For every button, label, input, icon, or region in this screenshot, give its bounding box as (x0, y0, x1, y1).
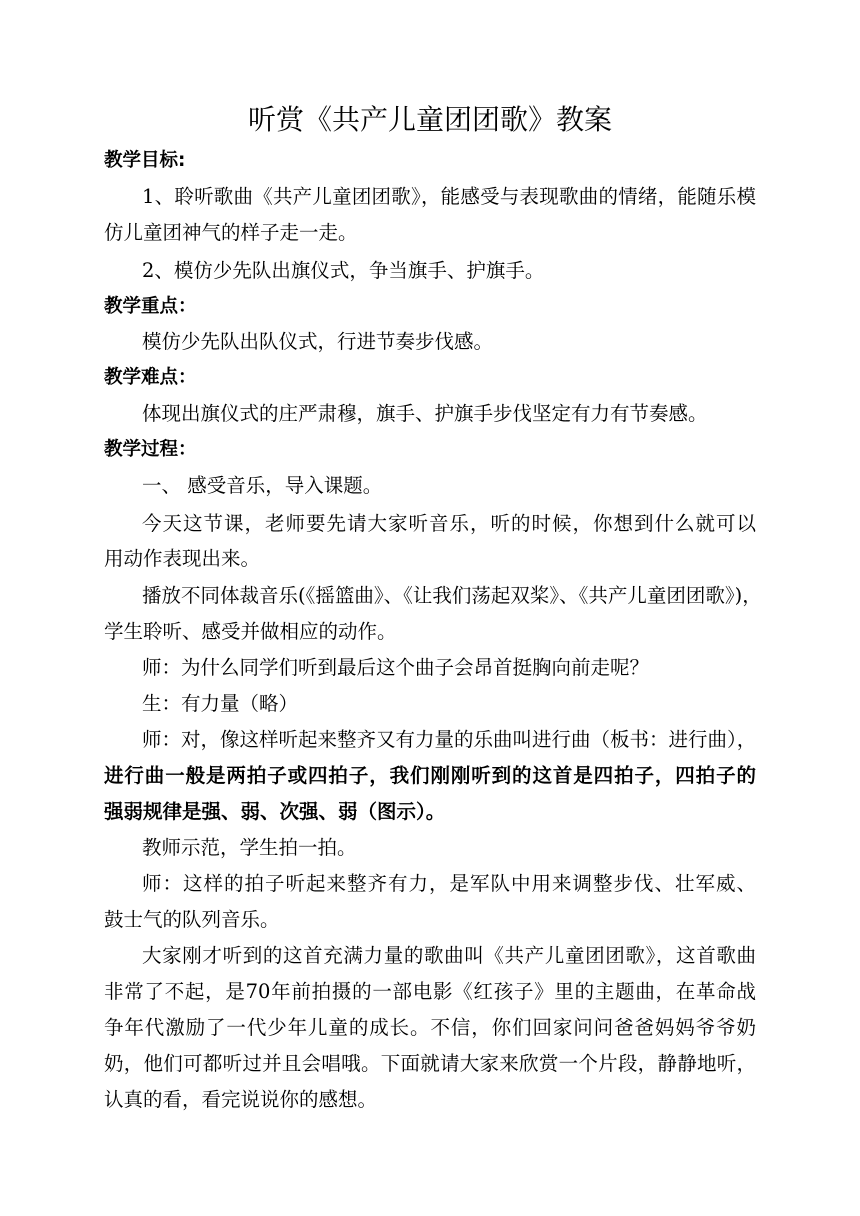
paragraph-line-bold: 进行曲一般是两拍子或四拍子，我们刚刚听到的这首是四拍子，四拍子的 (104, 764, 756, 787)
paragraph-line: 模仿少先队出队仪式，行进节奏步伐感。 (142, 330, 494, 353)
heading-difficulties: 教学难点： (104, 367, 197, 388)
paragraph-line: 师：对，像这样听起来整齐又有力量的乐曲叫进行曲（板书：进行曲）， (142, 728, 757, 751)
paragraph-line: 教师示范，学生拍一拍。 (142, 836, 357, 859)
paragraph-line: 1、聆听歌曲《共产儿童团团歌》，能感受与表现歌曲的情绪，能随乐模 (142, 185, 756, 208)
paragraph-line: 师：这样的拍子听起来整齐有力，是军队中用来调整步伐、壮军威、 (142, 872, 756, 895)
paragraph-line: 大家刚才听到的这首充满力量的歌曲叫《共产儿童团团歌》，这首歌曲 (142, 944, 756, 967)
paragraph-line: 生：有力量（略） (142, 692, 299, 715)
paragraph-line: 鼓士气的队列音乐。 (104, 908, 280, 931)
paragraph-line: 师：为什么同学们听到最后这个曲子会昂首挺胸向前走呢？ (142, 656, 650, 679)
paragraph-line: 2、模仿少先队出旗仪式，争当旗手、护旗手。 (142, 259, 545, 282)
paragraph-line: 体现出旗仪式的庄严肃穆，旗手、护旗手步伐坚定有力有节奏感。 (142, 402, 708, 425)
paragraph-line: 争年代激励了一代少年儿童的成长。不信，你们回家问问爸爸妈妈爷爷奶 (104, 1016, 756, 1039)
paragraph-line: 播放不同体裁音乐(《摇篮曲》、《让我们荡起双桨》、《共产儿童团团歌》)， (142, 584, 762, 607)
paragraph-line: 奶，他们可都听过并且会唱哦。下面就请大家来欣赏一个片段，静静地听， (104, 1052, 756, 1075)
heading-key-points: 教学重点： (104, 296, 197, 317)
paragraph-line: 非常了不起，是70年前拍摄的一部电影《红孩子》里的主题曲，在革命战 (104, 980, 756, 1003)
heading-process: 教学过程： (104, 439, 197, 460)
paragraph-line: 今天这节课，老师要先请大家听音乐，听的时候，你想到什么就可以 (142, 512, 756, 535)
paragraph-line: 一、 感受音乐，导入课题。 (142, 474, 383, 497)
paragraph-line: 认真的看，看完说说你的感想。 (104, 1088, 378, 1111)
paragraph-line-bold: 强弱规律是强、弱、次强、弱（图示）。 (104, 800, 446, 823)
paragraph-line: 用动作表现出来。 (104, 547, 261, 570)
heading-objectives: 教学目标: (104, 150, 186, 171)
paragraph-line: 学生聆听、感受并做相应的动作。 (104, 620, 397, 643)
paragraph-line: 仿儿童团神气的样子走一走。 (104, 221, 358, 244)
page-title: 听赏《共产儿童团团歌》教案 (247, 103, 612, 136)
